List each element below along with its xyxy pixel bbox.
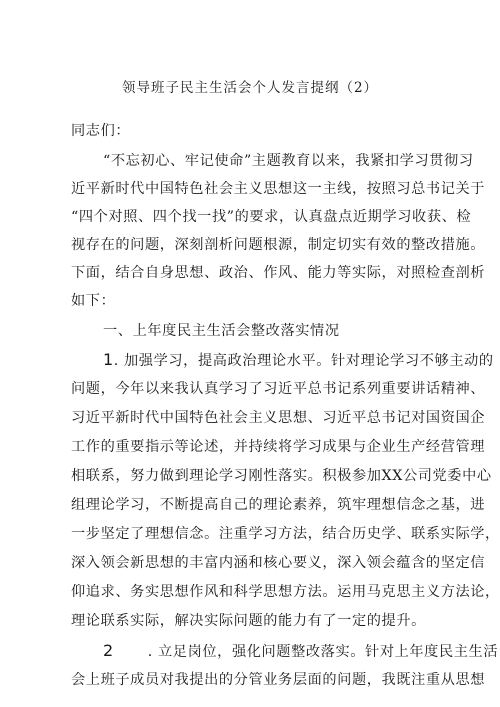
intro-line: 如下：	[71, 293, 116, 309]
intro-line: 下面，结合自身思想、政治、作风、能力等实际，对照检查剖析	[71, 265, 486, 281]
body-line: 仰追求、务实思想作风和科学思想方法。运用马克思主义方法论，	[71, 584, 500, 600]
body-line: 工作的重要指示等论述，并持续将学习成果与企业生产经营管理	[71, 439, 486, 455]
item-first-text: . 加强学习，提高政治理论水平。针对理论学习不够主动的	[113, 353, 494, 369]
body-line: 相联系，努力做到理论学习刚性落实。积极参加XX公司党委中心	[71, 468, 492, 484]
intro-line: “不忘初心、牢记使命”主题教育以来，我紧扣学习贯彻习	[103, 153, 474, 169]
body-line: 习近平新时代中国特色社会主义思想、习近平总书记对国资国企	[71, 410, 486, 426]
intro-line: 视存在的问题，深刻剖析问题根源，制定切实有效的整改措施。	[71, 237, 486, 253]
item-first-line	[103, 641, 498, 662]
body-line: 一步坚定了理想信念。注重学习方法，结合历史学、联系实际学，	[71, 526, 500, 542]
document-title: 领导班子民主生活会个人发言提纲（2）	[121, 80, 379, 96]
item-number: 2	[103, 641, 114, 660]
body-line: 问题，今年以来我认真学习了习近平总书记系列重要讲话精神、	[71, 381, 486, 397]
intro-line: “四个对照、四个找一找”的要求，认真盘点近期学习收获、检	[71, 209, 472, 225]
item-first-line	[103, 350, 494, 371]
intro-line: 近平新时代中国特色社会主义思想这一主线，按照习总书记关于	[71, 181, 486, 197]
item-first-text: . 立足岗位，强化问题整改落实。针对上年度民主生活	[147, 644, 499, 660]
salutation: 同志们：	[71, 123, 131, 139]
section-heading: 一、上年度民主生活会整改落实情况	[103, 323, 340, 339]
body-line: 会上班子成员对我提出的分管业务层面的问题，我既注重从思想	[71, 672, 486, 688]
body-line: 深入领会新思想的丰富内涵和核心要义，深入领会蕴含的坚定信	[71, 555, 486, 571]
item-number: 1	[103, 350, 114, 369]
body-line: 理论联系实际，解决实际问题的能力有了一定的提升。	[71, 613, 426, 629]
body-line: 组理论学习，不断提高自己的理论素养，筑牢理想信念之基，进	[71, 497, 486, 513]
